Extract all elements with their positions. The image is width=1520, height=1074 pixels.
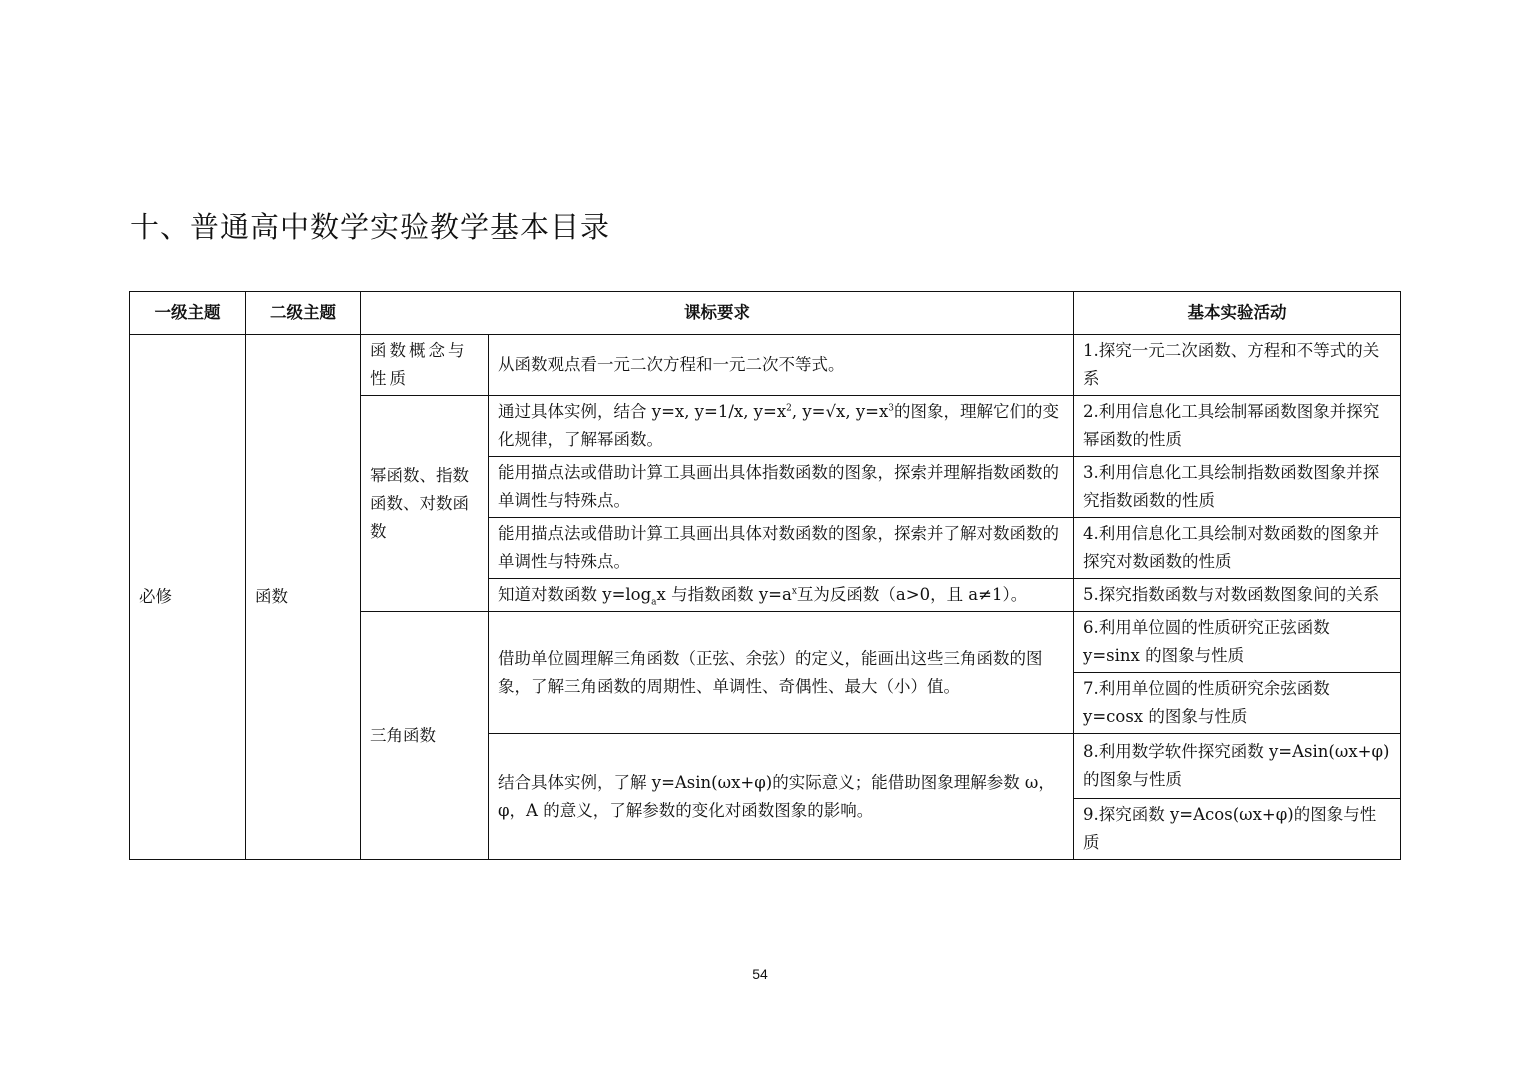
level2-topic-cell: 函数 <box>246 335 361 860</box>
requirement-3: 能用描点法或借助计算工具画出具体指数函数的图象，探索并理解指数函数的单调性与特殊点。 <box>489 457 1074 518</box>
table-header-row <box>130 292 1401 335</box>
subtopic-concept: 函数概念与性质 <box>361 335 489 396</box>
requirement-7: 结合具体实例，了解 y=Asin(ωx+φ)的实际意义；能借助图象理解参数 ω， φ，A 的意义，了解参数的变化对函数图象的影响。 <box>489 734 1074 860</box>
activity-3: 3.利用信息化工具绘制指数函数图象并探究指数函数的性质 <box>1074 457 1401 518</box>
header-activity: 基本实验活动 <box>1074 292 1401 335</box>
experiment-catalog-table <box>129 291 1401 860</box>
requirement-1: 从函数观点看一元二次方程和一元二次不等式。 <box>489 335 1074 396</box>
subtopic-trig: 三角函数 <box>361 612 489 860</box>
activity-6: 6.利用单位圆的性质研究正弦函数 y=sinx 的图象与性质 <box>1074 612 1401 673</box>
table-row <box>130 335 1401 396</box>
requirement-6: 借助单位圆理解三角函数（正弦、余弦）的定义，能画出这些三角函数的图象，了解三角函数的周期性、单调性、奇偶性、最大（小）值。 <box>489 612 1074 734</box>
activity-2: 2.利用信息化工具绘制幂函数图象并探究幂函数的性质 <box>1074 396 1401 457</box>
activity-1: 1.探究一元二次函数、方程和不等式的关系 <box>1074 335 1401 396</box>
activity-9: 9.探究函数 y=Acos(ωx+φ)的图象与性质 <box>1074 799 1401 860</box>
header-level2: 二级主题 <box>246 292 361 335</box>
activity-8: 8.利用数学软件探究函数 y=Asin(ωx+φ)的图象与性质 <box>1074 734 1401 799</box>
header-requirement: 课标要求 <box>361 292 1074 335</box>
activity-5: 5.探究指数函数与对数函数图象间的关系 <box>1074 579 1401 612</box>
requirement-4: 能用描点法或借助计算工具画出具体对数函数的图象，探索并了解对数函数的单调性与特殊点。 <box>489 518 1074 579</box>
requirement-5: 知道对数函数 $y=\log_ax$ 与指数函数 $y=a^x$互为反函数（a>0，且 a≠1）。 <box>489 579 1074 612</box>
header-level1: 一级主题 <box>130 292 246 335</box>
requirement-2: 通过具体实例，结合 y=x, y=1/x, $y=x^2$, y=√x, $y=x^3$的图象，理解它们的变化规律，了解幂函数。 <box>489 396 1074 457</box>
activity-7: 7.利用单位圆的性质研究余弦函数 y=cosx 的图象与性质 <box>1074 673 1401 734</box>
level1-topic-cell: 必修 <box>130 335 246 860</box>
activity-4: 4.利用信息化工具绘制对数函数的图象并探究对数函数的性质 <box>1074 518 1401 579</box>
subtopic-power-exp-log: 幂函数、指数函数、对数函数 <box>361 396 489 612</box>
sqrt-symbol: √x <box>825 402 846 421</box>
page-number: 54 <box>752 966 768 982</box>
page-title: 十、普通高中数学实验教学基本目录 <box>130 210 611 244</box>
